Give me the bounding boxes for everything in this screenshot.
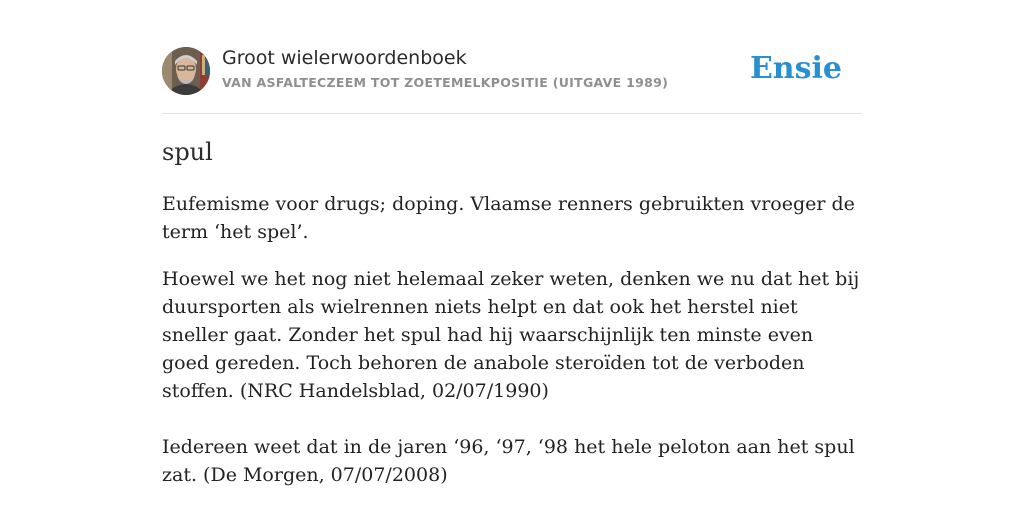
entry-citation: Iedereen weet dat in de jaren ‘96, ‘97, ‘98 het hele peloton aan het spul zat. (De Morgen, 07/07/2008)	[162, 436, 855, 486]
entry-definition: Eufemisme voor drugs; doping. Vlaamse renners gebruikten vroeger de term ‘het spel’.	[162, 193, 855, 243]
header-divider	[162, 113, 862, 114]
author-portrait-image	[162, 47, 210, 95]
entry-headword: spul	[162, 138, 213, 166]
author-avatar[interactable]	[162, 47, 210, 95]
book-subtitle: VAN ASFALTECZEEM TOT ZOETEMELKPOSITIE (UITGAVE 1989)	[222, 75, 669, 90]
entry-citation: Hoewel we het nog niet helemaal zeker weten, denken we nu dat het bij duursporten als wielrennen niets helpt en dat ook het herstel niet sneller gaat. Zonder het spul had hij waarschijnlijk ten minste even goed gereden. Toch behoren de anabole steroïden tot de verboden stoffen. (NRC Handelsblad, 02/07/1990)	[162, 268, 860, 402]
book-header	[162, 46, 862, 96]
book-title[interactable]: Groot wielerwoordenboek	[222, 47, 467, 69]
ensie-logo-link[interactable]: Ensie	[749, 51, 842, 86]
entry-card	[162, 46, 862, 486]
